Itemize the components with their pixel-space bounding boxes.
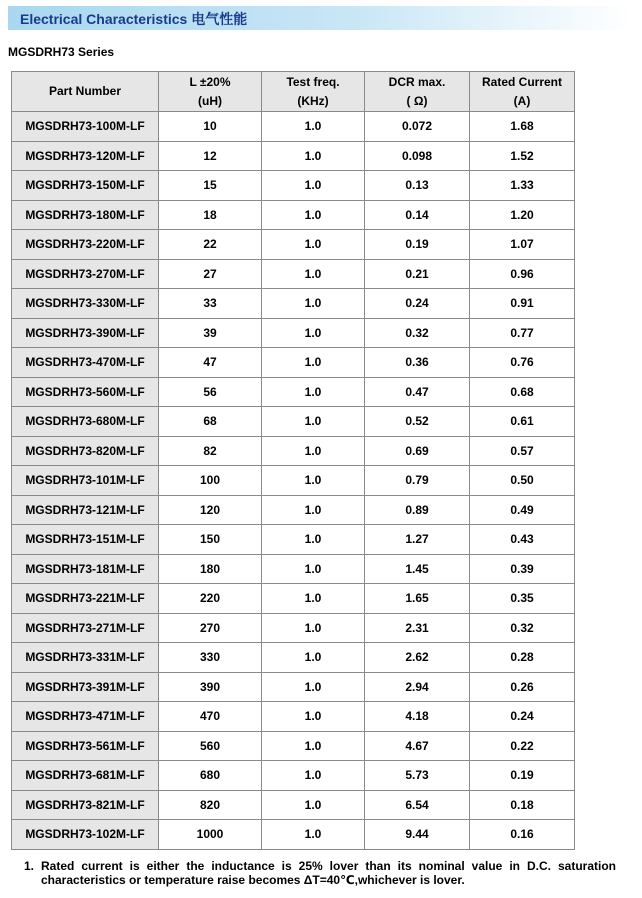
part-number-cell: MGSDRH73-821M-LF xyxy=(12,790,159,820)
header-inductance-label: L ±20% xyxy=(189,74,231,89)
inductance-cell: 220 xyxy=(159,584,262,614)
rated-current-cell: 0.91 xyxy=(470,289,575,319)
inductance-cell: 560 xyxy=(159,731,262,761)
part-number-cell: MGSDRH73-470M-LF xyxy=(12,348,159,378)
dcr-max-cell: 0.13 xyxy=(365,171,470,201)
inductance-cell: 150 xyxy=(159,525,262,555)
inductance-cell: 180 xyxy=(159,554,262,584)
dcr-max-cell: 1.45 xyxy=(365,554,470,584)
test-freq-cell: 1.0 xyxy=(262,702,365,732)
part-number-cell: MGSDRH73-221M-LF xyxy=(12,584,159,614)
table-row xyxy=(12,318,575,348)
part-number-cell: MGSDRH73-391M-LF xyxy=(12,672,159,702)
table-row xyxy=(12,731,575,761)
test-freq-cell: 1.0 xyxy=(262,584,365,614)
test-freq-cell: 1.0 xyxy=(262,554,365,584)
dcr-max-cell: 4.67 xyxy=(365,731,470,761)
part-number-cell: MGSDRH73-560M-LF xyxy=(12,377,159,407)
dcr-max-cell: 0.47 xyxy=(365,377,470,407)
inductance-cell: 18 xyxy=(159,200,262,230)
test-freq-cell: 1.0 xyxy=(262,761,365,791)
part-number-cell: MGSDRH73-681M-LF xyxy=(12,761,159,791)
part-number-cell: MGSDRH73-561M-LF xyxy=(12,731,159,761)
test-freq-cell: 1.0 xyxy=(262,318,365,348)
rated-current-cell: 0.76 xyxy=(470,348,575,378)
inductance-cell: 390 xyxy=(159,672,262,702)
rated-current-cell: 0.35 xyxy=(470,584,575,614)
rated-current-cell: 0.77 xyxy=(470,318,575,348)
inductance-cell: 680 xyxy=(159,761,262,791)
test-freq-cell: 1.0 xyxy=(262,643,365,673)
test-freq-cell: 1.0 xyxy=(262,495,365,525)
footnote-text: Rated current is either the inductance is 25% lover than its nominal value in D.C. saturation characteristics or temperature raise becomes ΔT=40℃,whichever is lover. xyxy=(41,859,616,887)
series-title: MGSDRH73 Series xyxy=(8,45,115,59)
header-inductance-unit: (uH) xyxy=(198,93,222,108)
header-rated-current-unit: (A) xyxy=(513,93,531,108)
part-number-cell: MGSDRH73-101M-LF xyxy=(12,466,159,496)
table-row xyxy=(12,702,575,732)
dcr-max-cell: 0.52 xyxy=(365,407,470,437)
inductance-cell: 39 xyxy=(159,318,262,348)
header-part-number-label: Part Number xyxy=(48,84,122,98)
rated-current-cell: 1.52 xyxy=(470,141,575,171)
dcr-max-cell: 0.32 xyxy=(365,318,470,348)
table-row xyxy=(12,259,575,289)
test-freq-cell: 1.0 xyxy=(262,112,365,142)
dcr-max-cell: 1.65 xyxy=(365,584,470,614)
inductance-cell: 12 xyxy=(159,141,262,171)
dcr-max-cell: 0.14 xyxy=(365,200,470,230)
test-freq-cell: 1.0 xyxy=(262,525,365,555)
rated-current-cell: 0.96 xyxy=(470,259,575,289)
inductance-cell: 47 xyxy=(159,348,262,378)
dcr-max-cell: 0.19 xyxy=(365,230,470,260)
test-freq-cell: 1.0 xyxy=(262,171,365,201)
dcr-max-cell: 4.18 xyxy=(365,702,470,732)
inductance-cell: 100 xyxy=(159,466,262,496)
part-number-cell: MGSDRH73-390M-LF xyxy=(12,318,159,348)
table-row xyxy=(12,200,575,230)
section-header-bar xyxy=(8,6,632,30)
test-freq-cell: 1.0 xyxy=(262,731,365,761)
table-row xyxy=(12,525,575,555)
dcr-max-cell: 0.21 xyxy=(365,259,470,289)
dcr-max-cell: 0.24 xyxy=(365,289,470,319)
rated-current-cell: 0.26 xyxy=(470,672,575,702)
header-part-number xyxy=(12,72,159,112)
table-row xyxy=(12,141,575,171)
inductance-cell: 22 xyxy=(159,230,262,260)
part-number-cell: MGSDRH73-150M-LF xyxy=(12,171,159,201)
table-row xyxy=(12,348,575,378)
section-title: Electrical Characteristics 电气性能 xyxy=(20,11,248,27)
part-number-cell: MGSDRH73-180M-LF xyxy=(12,200,159,230)
rated-current-cell: 0.19 xyxy=(470,761,575,791)
rated-current-cell: 0.32 xyxy=(470,613,575,643)
rated-current-cell: 0.24 xyxy=(470,702,575,732)
dcr-max-cell: 2.31 xyxy=(365,613,470,643)
header-inductance xyxy=(159,72,262,112)
dcr-max-cell: 5.73 xyxy=(365,761,470,791)
inductance-cell: 470 xyxy=(159,702,262,732)
part-number-cell: MGSDRH73-330M-LF xyxy=(12,289,159,319)
test-freq-cell: 1.0 xyxy=(262,407,365,437)
test-freq-cell: 1.0 xyxy=(262,613,365,643)
table-row xyxy=(12,112,575,142)
rated-current-cell: 0.50 xyxy=(470,466,575,496)
rated-current-cell: 0.16 xyxy=(470,820,575,850)
footnote-number: 1. xyxy=(24,859,35,873)
dcr-max-cell: 0.098 xyxy=(365,141,470,171)
inductance-cell: 1000 xyxy=(159,820,262,850)
electrical-characteristics-table xyxy=(11,71,575,850)
header-test-freq-label: Test freq. xyxy=(286,74,340,89)
inductance-cell: 82 xyxy=(159,436,262,466)
table-row xyxy=(12,171,575,201)
rated-current-cell: 1.33 xyxy=(470,171,575,201)
dcr-max-cell: 2.62 xyxy=(365,643,470,673)
rated-current-cell: 0.68 xyxy=(470,377,575,407)
inductance-cell: 68 xyxy=(159,407,262,437)
dcr-max-cell: 1.27 xyxy=(365,525,470,555)
dcr-max-cell: 0.072 xyxy=(365,112,470,142)
test-freq-cell: 1.0 xyxy=(262,436,365,466)
part-number-cell: MGSDRH73-120M-LF xyxy=(12,141,159,171)
table-row xyxy=(12,790,575,820)
inductance-cell: 33 xyxy=(159,289,262,319)
test-freq-cell: 1.0 xyxy=(262,289,365,319)
rated-current-cell: 0.43 xyxy=(470,525,575,555)
test-freq-cell: 1.0 xyxy=(262,820,365,850)
inductance-cell: 270 xyxy=(159,613,262,643)
rated-current-cell: 0.18 xyxy=(470,790,575,820)
dcr-max-cell: 0.36 xyxy=(365,348,470,378)
dcr-max-cell: 9.44 xyxy=(365,820,470,850)
table-row xyxy=(12,672,575,702)
footnote xyxy=(24,859,616,887)
part-number-cell: MGSDRH73-271M-LF xyxy=(12,613,159,643)
header-dcr-max-label: DCR max. xyxy=(388,74,446,89)
dcr-max-cell: 0.69 xyxy=(365,436,470,466)
rated-current-cell: 0.61 xyxy=(470,407,575,437)
header-rated-current xyxy=(470,72,575,112)
rated-current-cell: 0.57 xyxy=(470,436,575,466)
inductance-cell: 820 xyxy=(159,790,262,820)
header-dcr-max-unit: ( Ω) xyxy=(406,93,428,108)
test-freq-cell: 1.0 xyxy=(262,377,365,407)
part-number-cell: MGSDRH73-102M-LF xyxy=(12,820,159,850)
inductance-cell: 15 xyxy=(159,171,262,201)
rated-current-cell: 0.49 xyxy=(470,495,575,525)
header-rated-current-label: Rated Current xyxy=(481,74,562,89)
inductance-cell: 27 xyxy=(159,259,262,289)
table-row xyxy=(12,495,575,525)
rated-current-cell: 0.28 xyxy=(470,643,575,673)
table-row xyxy=(12,584,575,614)
table-row xyxy=(12,407,575,437)
test-freq-cell: 1.0 xyxy=(262,200,365,230)
dcr-max-cell: 0.79 xyxy=(365,466,470,496)
part-number-cell: MGSDRH73-151M-LF xyxy=(12,525,159,555)
table-body xyxy=(12,112,575,850)
dcr-max-cell: 2.94 xyxy=(365,672,470,702)
table-row xyxy=(12,820,575,850)
test-freq-cell: 1.0 xyxy=(262,672,365,702)
table-row xyxy=(12,436,575,466)
inductance-cell: 120 xyxy=(159,495,262,525)
table-row xyxy=(12,613,575,643)
part-number-cell: MGSDRH73-820M-LF xyxy=(12,436,159,466)
part-number-cell: MGSDRH73-680M-LF xyxy=(12,407,159,437)
part-number-cell: MGSDRH73-121M-LF xyxy=(12,495,159,525)
table-row xyxy=(12,230,575,260)
test-freq-cell: 1.0 xyxy=(262,790,365,820)
inductance-cell: 56 xyxy=(159,377,262,407)
table-row xyxy=(12,466,575,496)
header-test-freq xyxy=(262,72,365,112)
part-number-cell: MGSDRH73-331M-LF xyxy=(12,643,159,673)
rated-current-cell: 0.39 xyxy=(470,554,575,584)
rated-current-cell: 1.68 xyxy=(470,112,575,142)
header-dcr-max xyxy=(365,72,470,112)
rated-current-cell: 0.22 xyxy=(470,731,575,761)
dcr-max-cell: 0.89 xyxy=(365,495,470,525)
inductance-cell: 330 xyxy=(159,643,262,673)
test-freq-cell: 1.0 xyxy=(262,348,365,378)
dcr-max-cell: 6.54 xyxy=(365,790,470,820)
rated-current-cell: 1.07 xyxy=(470,230,575,260)
header-test-freq-unit: (KHz) xyxy=(297,93,329,108)
table-row xyxy=(12,643,575,673)
table-row xyxy=(12,761,575,791)
test-freq-cell: 1.0 xyxy=(262,230,365,260)
table-header-row xyxy=(12,72,575,112)
rated-current-cell: 1.20 xyxy=(470,200,575,230)
table-row xyxy=(12,554,575,584)
table-row xyxy=(12,377,575,407)
part-number-cell: MGSDRH73-100M-LF xyxy=(12,112,159,142)
part-number-cell: MGSDRH73-181M-LF xyxy=(12,554,159,584)
test-freq-cell: 1.0 xyxy=(262,141,365,171)
part-number-cell: MGSDRH73-471M-LF xyxy=(12,702,159,732)
test-freq-cell: 1.0 xyxy=(262,466,365,496)
inductance-cell: 10 xyxy=(159,112,262,142)
test-freq-cell: 1.0 xyxy=(262,259,365,289)
table-row xyxy=(12,289,575,319)
part-number-cell: MGSDRH73-270M-LF xyxy=(12,259,159,289)
part-number-cell: MGSDRH73-220M-LF xyxy=(12,230,159,260)
